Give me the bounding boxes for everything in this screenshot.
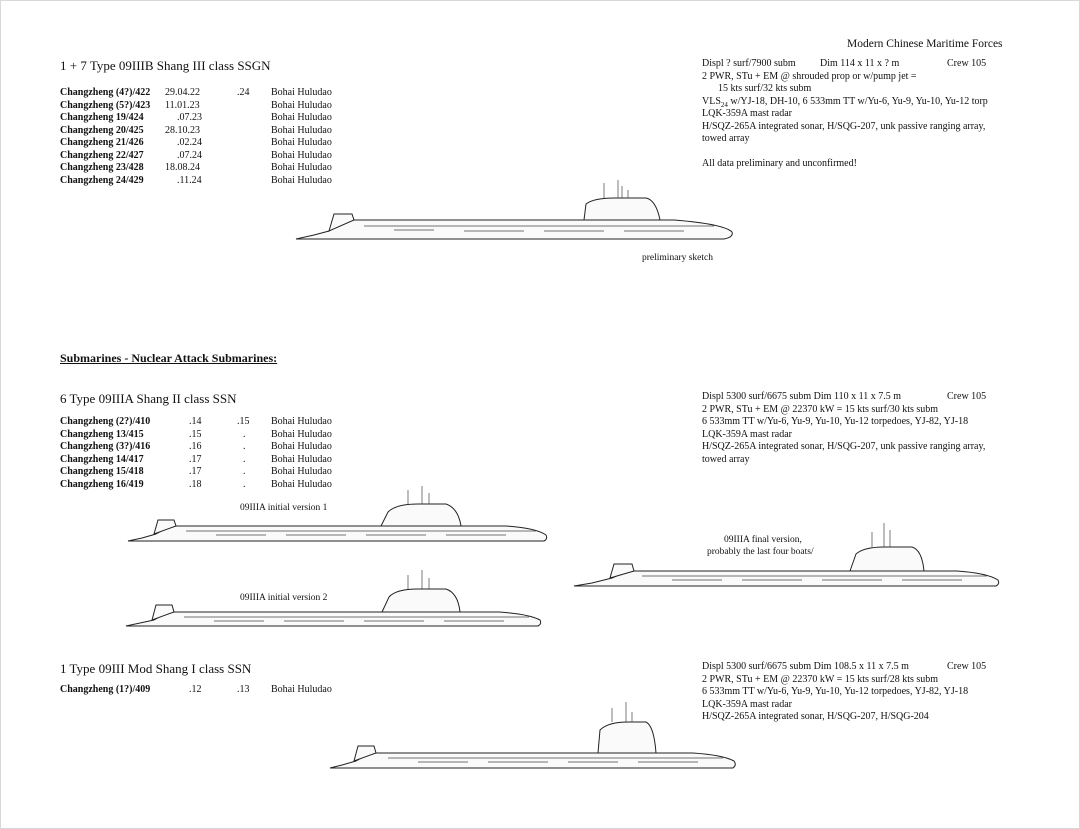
spec-propulsion: 2 PWR, STu + EM @ 22370 kW = 15 kts surf/30 kts subm (702, 403, 939, 415)
spec-displacement-dimensions: Displ 5300 surf/6675 subm Dim 108.5 x 11 x 7.5 m (702, 661, 909, 672)
spec-crew: Crew 105 (947, 661, 987, 672)
spec-sonar: H/SQZ-265A integrated sonar, H/SQG-207, unk passive ranging array, (702, 441, 986, 452)
boat-date-laid: .18 (189, 478, 202, 490)
spec-speed: 15 kts surf/32 kts subm (718, 83, 812, 94)
spec-note: All data preliminary and unconfirmed! (702, 158, 857, 169)
spec-displacement-dimensions: Displ 5300 surf/6675 subm Dim 110 x 11 x 7.5 m (702, 391, 901, 402)
boat-shipyard: Bohai Huludao (271, 428, 332, 440)
boat-date-commissioned: .15 (237, 416, 250, 427)
boat-shipyard: Bohai Huludao (271, 112, 332, 123)
submarine-sketch-09IIIA-final (572, 520, 1002, 590)
class-09III-specs (702, 661, 987, 724)
boat-name: Changzheng 19/424 (60, 112, 144, 123)
boat-date-laid: .15 (189, 428, 202, 440)
boat-date-laid: .17 (189, 453, 202, 465)
spec-armament: 6 533mm TT w/Yu-6, Yu-9, Yu-10, Yu-12 torpedoes, YJ-82, YJ-18 (702, 686, 969, 697)
spec-propulsion: 2 PWR, STu + EM @ 22370 kW = 15 kts surf/28 kts subm (702, 673, 939, 685)
submarine-sketch-09IIIA-v2 (124, 568, 544, 630)
boat-name: Changzheng (1?)/409 (60, 684, 151, 695)
section-heading-ssn: Submarines - Nuclear Attack Submarines: (60, 351, 278, 365)
boat-shipyard: Bohai Huludao (271, 441, 332, 452)
boat-date-laid: 28.10.23 (165, 124, 200, 136)
spec-displacement: Displ ? surf/7900 subm (702, 58, 796, 69)
boat-name: Changzheng 21/426 (60, 137, 144, 148)
submarine-sketch-09III (328, 700, 738, 772)
spec-armament (702, 96, 988, 109)
class-09IIIB-title: 1 + 7 Type 09IIIB Shang III class SSGN (60, 58, 271, 73)
boat-date-commissioned: . (243, 478, 246, 490)
boat-shipyard: Bohai Huludao (271, 137, 332, 148)
caption-09IIIA-final-2: probably the last four boats/ (707, 547, 814, 557)
boat-shipyard: Bohai Huludao (271, 478, 332, 490)
spec-radar: LQK-359A mast radar (702, 108, 792, 119)
spec-armament: 6 533mm TT w/Yu-6, Yu-9, Yu-10, Yu-12 torpedoes, YJ-82, YJ-18 (702, 416, 969, 427)
boat-name: Changzheng 20/425 (60, 124, 144, 136)
boat-date-commissioned: . (243, 441, 246, 452)
spec-radar: LQK-359A mast radar (702, 428, 792, 440)
boat-date-commissioned: .24 (237, 87, 250, 98)
spec-crew: Crew 105 (947, 391, 987, 402)
boat-name: Changzheng 15/418 (60, 466, 144, 477)
boat-name: Changzheng 13/415 (60, 428, 144, 440)
spec-dimensions: Dim 114 x 11 x ? m (820, 58, 900, 69)
boat-date-commissioned: . (243, 453, 246, 465)
boat-shipyard: Bohai Huludao (271, 162, 332, 173)
boat-shipyard: Bohai Huludao (271, 87, 332, 98)
spec-vls: VLS (702, 95, 721, 107)
boat-date-laid: 11.01.23 (165, 99, 200, 111)
boat-name: Changzheng 14/417 (60, 453, 144, 465)
publication-header: Modern Chinese Maritime Forces (847, 38, 1003, 50)
spec-weapons: w/YJ-18, DH-10, 6 533mm TT w/Yu-6, Yu-9, Yu-10, Yu-12 torp (727, 95, 988, 107)
spec-crew: Crew 105 (947, 58, 987, 69)
class-09IIIA-specs (702, 391, 985, 466)
spec-sonar: H/SQZ-265A integrated sonar, H/SQG-207, unk passive ranging array, (702, 120, 986, 132)
boat-date-commissioned: . (243, 428, 246, 440)
boat-shipyard: Bohai Huludao (271, 174, 332, 186)
spec-radar: LQK-359A mast radar (702, 698, 792, 710)
boat-shipyard: Bohai Huludao (271, 99, 332, 111)
caption-09IIIA-v2: 09IIIA initial version 2 (240, 593, 328, 603)
boat-date-commissioned: . (243, 466, 246, 477)
boat-date-laid: 18.08.24 (165, 162, 200, 173)
caption-preliminary-sketch: preliminary sketch (642, 253, 713, 263)
boat-name: Changzheng (2?)/410 (60, 416, 151, 427)
boat-date-laid: .12 (189, 684, 202, 695)
boat-name: Changzheng 22/427 (60, 149, 144, 161)
boat-shipyard: Bohai Huludao (271, 416, 332, 427)
class-09IIIA-title: 6 Type 09IIIA Shang II class SSN (60, 391, 237, 406)
caption-09IIIA-v1: 09IIIA initial version 1 (240, 503, 328, 513)
boat-date-laid: .17 (189, 466, 202, 477)
boat-date-laid: .14 (189, 416, 202, 427)
boat-shipyard: Bohai Huludao (271, 466, 332, 477)
submarine-sketch-09IIIB (294, 176, 739, 246)
boat-shipyard: Bohai Huludao (271, 149, 332, 161)
boat-name: Changzheng 24/429 (60, 174, 144, 186)
boat-date-laid: .07.23 (177, 112, 202, 123)
boat-shipyard: Bohai Huludao (271, 453, 332, 465)
spec-vls-count: 24 (720, 100, 728, 109)
spec-sonar-cont: towed array (702, 133, 750, 144)
boat-name: Changzheng (5?)/423 (60, 99, 151, 111)
caption-09IIIA-final-1: 09IIIA final version, (724, 535, 802, 545)
boat-date-laid: 29.04.22 (165, 87, 200, 98)
boat-date-commissioned: .13 (237, 684, 250, 695)
boat-name: Changzheng (4?)/422 (60, 87, 151, 98)
boat-shipyard: Bohai Huludao (271, 124, 332, 136)
spec-sonar: H/SQZ-265A integrated sonar, H/SQG-207, H/SQG-204 (702, 711, 929, 722)
class-09III-title: 1 Type 09III Mod Shang I class SSN (60, 661, 252, 676)
boat-date-laid: .11.24 (177, 174, 202, 186)
boat-shipyard: Bohai Huludao (271, 684, 332, 695)
boat-name: Changzheng (3?)/416 (60, 441, 151, 452)
boat-name: Changzheng 23/428 (60, 162, 144, 173)
spec-propulsion: 2 PWR, STu + EM @ shrouded prop or w/pump jet = (702, 70, 917, 82)
submarine-sketch-09IIIA-v1 (126, 484, 551, 546)
boat-name: Changzheng 16/419 (60, 478, 144, 490)
boat-date-laid: .02.24 (177, 137, 202, 148)
boat-date-laid: .16 (189, 441, 202, 452)
boat-date-laid: .07.24 (177, 149, 202, 161)
class-09IIIB-specs (702, 58, 988, 171)
spec-sonar-cont: towed array (702, 453, 750, 465)
